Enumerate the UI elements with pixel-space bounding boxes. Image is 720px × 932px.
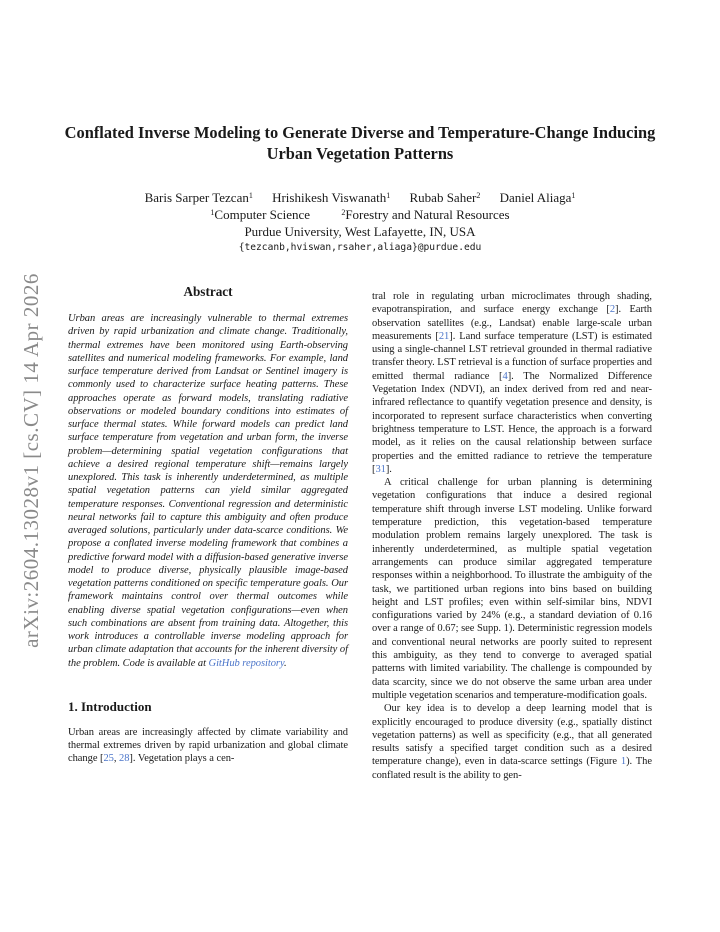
author-emails: {tezcanb,hviswan,rsaher,aliaga}@purdue.edu [238, 242, 482, 253]
abstract-text: Urban areas are increasingly vulnerable to thermal extremes driven by rapid urbanization and climate change. Traditionally, thermal extremes have been monitored using Earth-observing satellites and numerical modeling frameworks. For example, land surface temperature derived from Landsat or Sentinel imagery is commonly used to characterize surface heating patterns. These approaches operate as forward models, translating radiative observations or modeled boundary conditions into estimates of surface thermal states. While forward models can predict land surface temperature from vegetation and urban form, the inverse problem—determining spatial vegetation configurations that achieve a desired regional temperature shift—remains largely unexplored. This task is inherently underdetermined, as multiple spatial vegetation patterns can yield similar aggregated temperature responses. Conventional regression and deterministic neural networks fail to capture this ambiguity and often produce averaged solutions, particularly under data-scarce conditions. We propose a conflated inverse modeling framework that combines a predictive forward model with a diffusion-based generative inverse model to produce diverse, physically plausible image-based vegetation patterns conditioned on specific temperature goals. Our framework maintains control over thermal outcomes while enabling diverse spatial vegetation configurations—even when such combinations are absent from training data. Altogether, this work introduces a controllable inverse modeling approach for urban climate adaptation that accounts for the inherent diversity of the problem. Code is available at GitHub repository. [68, 313, 348, 669]
citation-link[interactable]: 25 [103, 753, 114, 765]
author-name: Hrishikesh Viswanath$^1$ [272, 190, 391, 205]
intro-paragraph: A critical challenge for urban planning is determining vegetation configurations that induce a desired regional temperature shift through inverse LST modeling. Unlike forward temperature prediction, this vegetation-based temperature modulation problem remains largely unexplored. The task is inherently underdetermined, as multiple spatial vegetation arrangements can produce similar aggregated temperature responses within a neighborhood. To illustrate the ambiguity of the task, we partitioned urban regions into bins based on building height and LST profiles; even within self-similar bins, NDVI configurations varied by 24% (e.g., a standard deviation of 0.16 over a range of 0.67; see Supp. 1). Deterministic regression models and conventional neural networks are poorly suited to represent this ambiguity, as they tend to converge to averaged spatial patterns with limited variability. The challenge is compounded by data scarcity, since we do not observe the same urban area under multiple vegetation scenarios and temperature-modification goals. [372, 477, 652, 701]
author-name: Daniel Aliaga$^1$ [499, 190, 576, 205]
intro-paragraph: Urban areas are increasingly affected by climate variability and thermal extremes driven by rapid urbanization and global climate change [25, 28]. Vegetation plays a cen- [68, 726, 348, 765]
left-column [68, 284, 348, 765]
citation-link[interactable]: 28 [119, 753, 130, 765]
paper-title: Conflated Inverse Modeling to Generate Diverse and Temperature-Change Inducing Urban Vegetation Patterns [64, 123, 656, 163]
citation-link[interactable]: 4 [502, 370, 508, 382]
arxiv-stamp: arXiv:2604.13028v1 [cs.CV] 14 Apr 2026 [18, 272, 43, 648]
figure-link[interactable]: 1 [620, 756, 627, 768]
university: Purdue University, West Lafayette, IN, USA [244, 224, 476, 239]
intro-heading: 1. Introduction [68, 698, 152, 714]
author-list [60, 190, 660, 206]
intro-paragraph: Our key idea is to develop a deep learning model that is explicitly encouraged to produce diversity (e.g., spatially distinct vegetation patterns) as well as specificity (e.g., that all generated results satisfy a specified target condition such as a desired temperature change), even in data-scarce settings (Figure 1). The conflated result is the ability to gen- [372, 703, 652, 781]
intro-paragraph-continued: tral role in regulating urban microclimates through shading, evapotranspiration, and surface energy exchange [2]. Earth observation satellites (e.g., Landsat) enable large-scale urban measurements [21]. Land surface temperature (LST) is estimated using a single-channel LST retrieval grounded in thermal radiative transfer theory. LST retrieval is a function of surface properties and emitted thermal radiance [4]. The Normalized Difference Vegetation Index (NDVI), an index derived from red and near-infrared reflectance to quantify vegetation presence and density, is incorporated to represent surface characteristics when converting brightness temperature to LST. Hence, the approach is a forward model, as it relies on the causal relationship between surface properties and the emitted radiance to retrieve the temperature [31]. [372, 291, 652, 475]
author-name: Baris Sarper Tezcan$^1$ [144, 190, 253, 205]
citation-link[interactable]: 2 [609, 304, 616, 316]
github-link[interactable]: GitHub repository [208, 657, 285, 669]
citation-link[interactable]: 21 [438, 330, 450, 342]
affiliation: $^2$Forestry and Natural Resources [341, 207, 510, 222]
right-column [372, 290, 652, 782]
abstract-heading: Abstract [183, 284, 233, 299]
affiliation: $^1$Computer Science [210, 207, 311, 222]
author-name: Rubab Saher$^2$ [409, 190, 481, 205]
affiliation-list [60, 207, 660, 223]
citation-link[interactable]: 31 [375, 463, 386, 475]
